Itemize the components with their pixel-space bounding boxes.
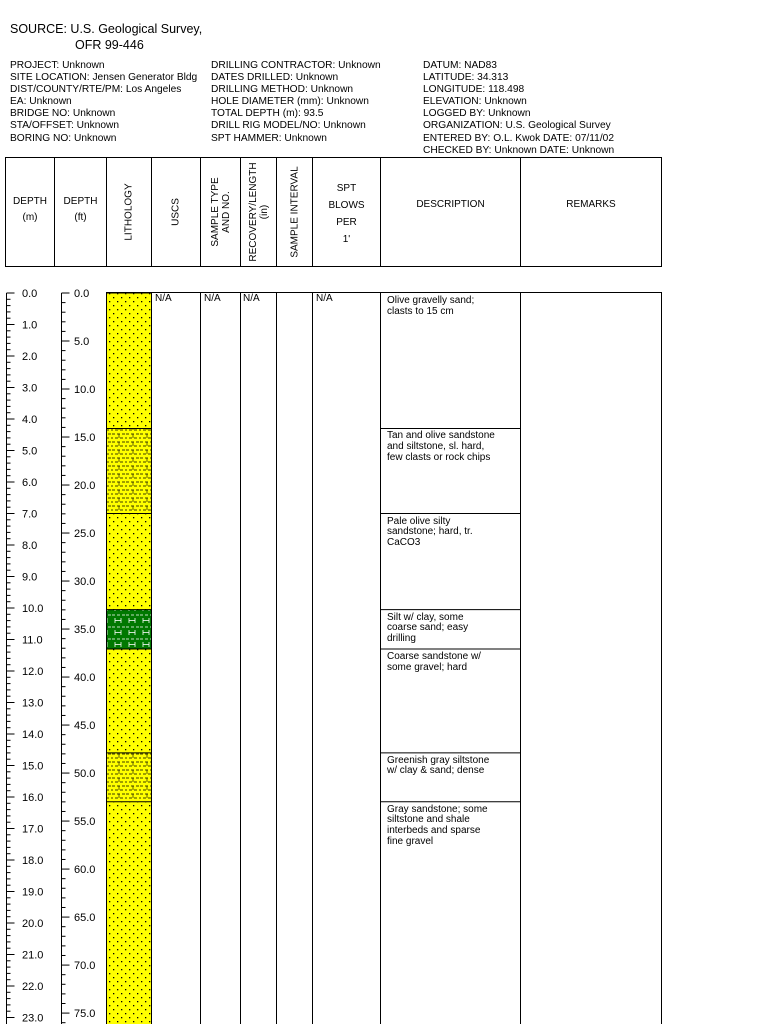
layer-description-2: Tan and olive sandstone and siltstone, sl. hard, few clasts or rock chips [387,430,495,463]
col-depth-m-header: DEPTH (m) [13,196,47,223]
depth-m-label: 6.0 [22,477,38,489]
depth-m-label: 14.0 [22,729,44,741]
lithology-layer-6 [107,753,151,802]
layer-description-7: Gray sandstone; some siltstone and shale interbeds and sparse fine gravel [387,803,488,847]
depth-m-label: 21.0 [22,949,44,962]
source-line-1: SOURCE: U.S. Geological Survey, [10,22,203,36]
depth-ft-label: 15.0 [74,432,96,445]
col-sample-interval-header: SAMPLE INTERVAL [289,166,300,258]
depth-m-label: 0.0 [22,288,38,300]
header-site-location: SITE LOCATION: Jensen Generator Bldg [10,72,198,84]
depth-ft-label: 0.0 [74,288,90,300]
header-boring-no: BORING NO: Unknown [10,132,117,144]
depth-m-label: 8.0 [22,540,38,552]
header-entered-by: ENTERED BY: O.L. Kwok DATE: 07/11/02 [423,132,614,144]
spt-value: N/A [316,293,333,304]
depth-m-label: 17.0 [22,823,44,836]
lithology-layer-5 [107,649,151,753]
depth-m-label: 5.0 [22,445,38,458]
depth-ft-label: 50.0 [74,768,96,781]
depth-ft-label: 40.0 [74,672,96,685]
depth-m-label: 1.0 [22,319,38,332]
header-latitude: LATITUDE: 34.313 [423,72,509,84]
lithology-layer-7 [107,802,151,1024]
depth-m-label: 18.0 [22,855,44,867]
header-logged-by: LOGGED BY: Unknown [423,108,531,120]
uscs-value: N/A [155,293,172,304]
log-body-frame [107,293,662,1024]
header-drill-rig: DRILL RIG MODEL/NO: Unknown [211,120,366,132]
layer-description-3: Pale olive silty sandstone; hard, tr. CaCO3 [387,515,473,548]
header-dates-drilled: DATES DRILLED: Unknown [211,72,339,84]
layer-description-5: Coarse sandstone w/ some gravel; hard [387,650,481,673]
depth-m-label: 3.0 [22,382,38,395]
depth-m-label: 11.0 [22,634,43,647]
sample-type-value: N/A [204,293,221,304]
depth-m-label: 10.0 [22,603,44,615]
header-drilling-method: DRILLING METHOD: Unknown [211,84,354,96]
depth-ft-label: 65.0 [74,912,96,925]
col-description-header: DESCRIPTION [416,199,485,210]
depth-m-label: 23.0 [22,1012,44,1024]
depth-m-label: 9.0 [22,571,38,584]
header-spt-hammer: SPT HAMMER: Unknown [211,132,327,144]
depth-ft-label: 35.0 [74,624,96,637]
depth-ft-label: 55.0 [74,816,96,829]
col-sample-type-header: SAMPLE TYPE AND NO. [209,177,232,247]
depth-ft-label: 20.0 [74,480,96,493]
header-longitude: LONGITUDE: 118.498 [423,84,525,96]
depth-ft-label: 75.0 [74,1008,96,1021]
header-sta-offset: STA/OFFSET: Unknown [10,120,120,132]
depth-m-label: 7.0 [22,508,38,521]
depth-ft-label: 45.0 [74,720,96,733]
col-lithology-header: LITHOLOGY [123,183,135,241]
layer-description-1: Olive gravelly sand; clasts to 15 cm [387,295,475,317]
lithology-layer-3 [107,514,151,610]
depth-ft-label: 60.0 [74,864,96,877]
col-recovery-header: RECOVERY/LENGTH (in) [247,162,270,262]
depth-m-label: 20.0 [22,918,44,930]
depth-ft-label: 30.0 [74,576,96,589]
depth-ft-label: 10.0 [74,384,96,397]
header-project: PROJECT: Unknown [10,60,105,71]
header-ea: EA: Unknown [10,96,72,108]
depth-m-label: 16.0 [22,792,44,804]
layer-description-4: Silt w/ clay, some coarse sand; easy drilling [387,611,469,644]
recovery-value: N/A [243,293,260,304]
depth-ft-label: 5.0 [74,336,90,349]
depth-m-label: 12.0 [22,666,44,678]
header-checked-by: CHECKED BY: Unknown DATE: Unknown [423,144,615,156]
col-spt-header: SPT BLOWS PER 1' [328,183,365,245]
lithology-layer-2 [107,428,151,513]
depth-ft-label: 70.0 [74,960,96,973]
lithology-layer-1 [107,293,151,428]
layer-description-6: Greenish gray siltstone w/ clay & sand; dense [387,754,490,777]
depth-m-label: 13.0 [22,697,44,710]
depth-m-label: 19.0 [22,886,44,899]
col-remarks-header: REMARKS [566,199,616,210]
depth-m-label: 22.0 [22,981,44,993]
col-uscs-header: USCS [170,198,182,226]
depth-m-label: 15.0 [22,760,44,773]
header-hole-diameter: HOLE DIAMETER (mm): Unknown [211,96,369,108]
depth-ft-label: 25.0 [74,528,96,541]
header-elevation: ELEVATION: Unknown [423,96,527,108]
depth-m-label: 4.0 [22,414,38,426]
header-datum: DATUM: NAD83 [423,60,497,71]
header-total-depth: TOTAL DEPTH (m): 93.5 [211,108,324,120]
lithology-layer-4 [107,610,151,649]
depth-m-label: 2.0 [22,351,38,363]
col-depth-ft-header: DEPTH (ft) [63,196,98,223]
header-drilling-contractor: DRILLING CONTRACTOR: Unknown [211,60,381,71]
header-organization: ORGANIZATION: U.S. Geological Survey [423,120,611,132]
header-bridge-no: BRIDGE NO: Unknown [10,108,116,120]
header-dist-county: DIST/COUNTY/RTE/PM: Los Angeles [10,84,182,96]
source-line-2: OFR 99-446 [75,38,144,52]
